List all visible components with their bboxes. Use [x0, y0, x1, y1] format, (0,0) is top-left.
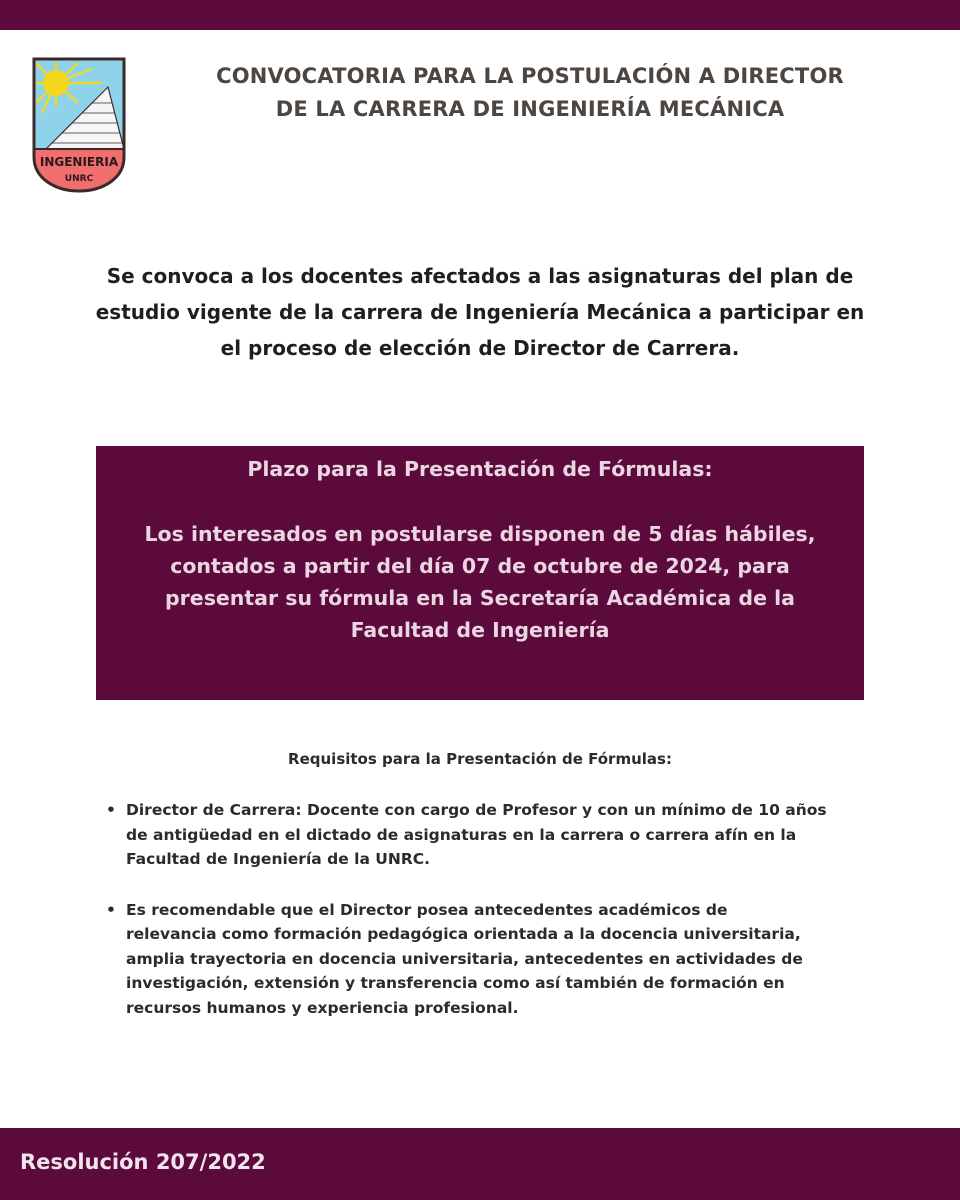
bullet-icon: • [106, 801, 116, 819]
logo-text-bottom: UNRC [64, 174, 94, 184]
footer-bar [0, 1128, 960, 1200]
plazo-line-2: contados a partir del día 07 de octubre de 2024, para [170, 554, 790, 578]
logo-text-top: INGENIERIA [39, 155, 119, 169]
plazo-title: Plazo para la Presentación de Fórmulas: [247, 457, 713, 481]
plazo-body [106, 518, 854, 646]
bullet-icon: • [106, 900, 116, 919]
req-2-line-3: amplia trayectoria en docencia universitaria, antecedentes en actividades de [126, 949, 803, 968]
plazo-line-3: presentar su fórmula en la Secretaría Académica de la [165, 586, 795, 610]
req-2-line-2: relevancia como formación pedagógica orientada a la docencia universitaria, [126, 925, 801, 943]
req-2-line-4: investigación, extensión y transferencia como así también de formación en [126, 974, 785, 992]
intro-line-2: estudio vigente de la carrera de Ingeniería Mecánica a participar en [95, 300, 865, 324]
intro-line-1: Se convoca a los docentes afectados a las asignaturas del plan de [106, 264, 854, 288]
req-2-line-1: Es recomendable que el Director posea antecedentes académicos de [126, 900, 728, 919]
req-1-line-3: Facultad de Ingeniería de la UNRC. [126, 850, 431, 868]
req-1-line-1: Director de Carrera: Docente con cargo de Profesor y con un mínimo de 10 años [126, 801, 827, 819]
page-title-line-1: CONVOCATORIA PARA LA POSTULACIÓN A DIRECTOR [216, 64, 844, 88]
req-2-line-5: recursos humanos y experiencia profesional. [126, 998, 519, 1017]
intro-line-3: el proceso de elección de Director de Carrera. [220, 336, 740, 360]
page-title [150, 60, 910, 126]
ingenieria-unrc-logo [32, 57, 126, 195]
plazo-line-4: Facultad de Ingeniería [350, 618, 610, 642]
resolution-label: Resolución 207/2022 [20, 1150, 266, 1174]
top-bar [0, 0, 960, 30]
requisitos-list [106, 798, 876, 1020]
plazo-line-1: Los interesados en postularse disponen de 5 días hábiles, [144, 522, 816, 546]
list-item [106, 798, 876, 872]
plazo-box [96, 446, 864, 700]
requisitos-title: Requisitos para la Presentación de Fórmulas: [288, 750, 672, 768]
req-1-line-2: de antigüedad en el dictado de asignaturas en la carrera o carrera afín en la [126, 825, 797, 844]
intro-paragraph [80, 258, 880, 366]
page-title-line-2: DE LA CARRERA DE INGENIERÍA MECÁNICA [275, 97, 785, 121]
list-item [106, 898, 876, 1021]
